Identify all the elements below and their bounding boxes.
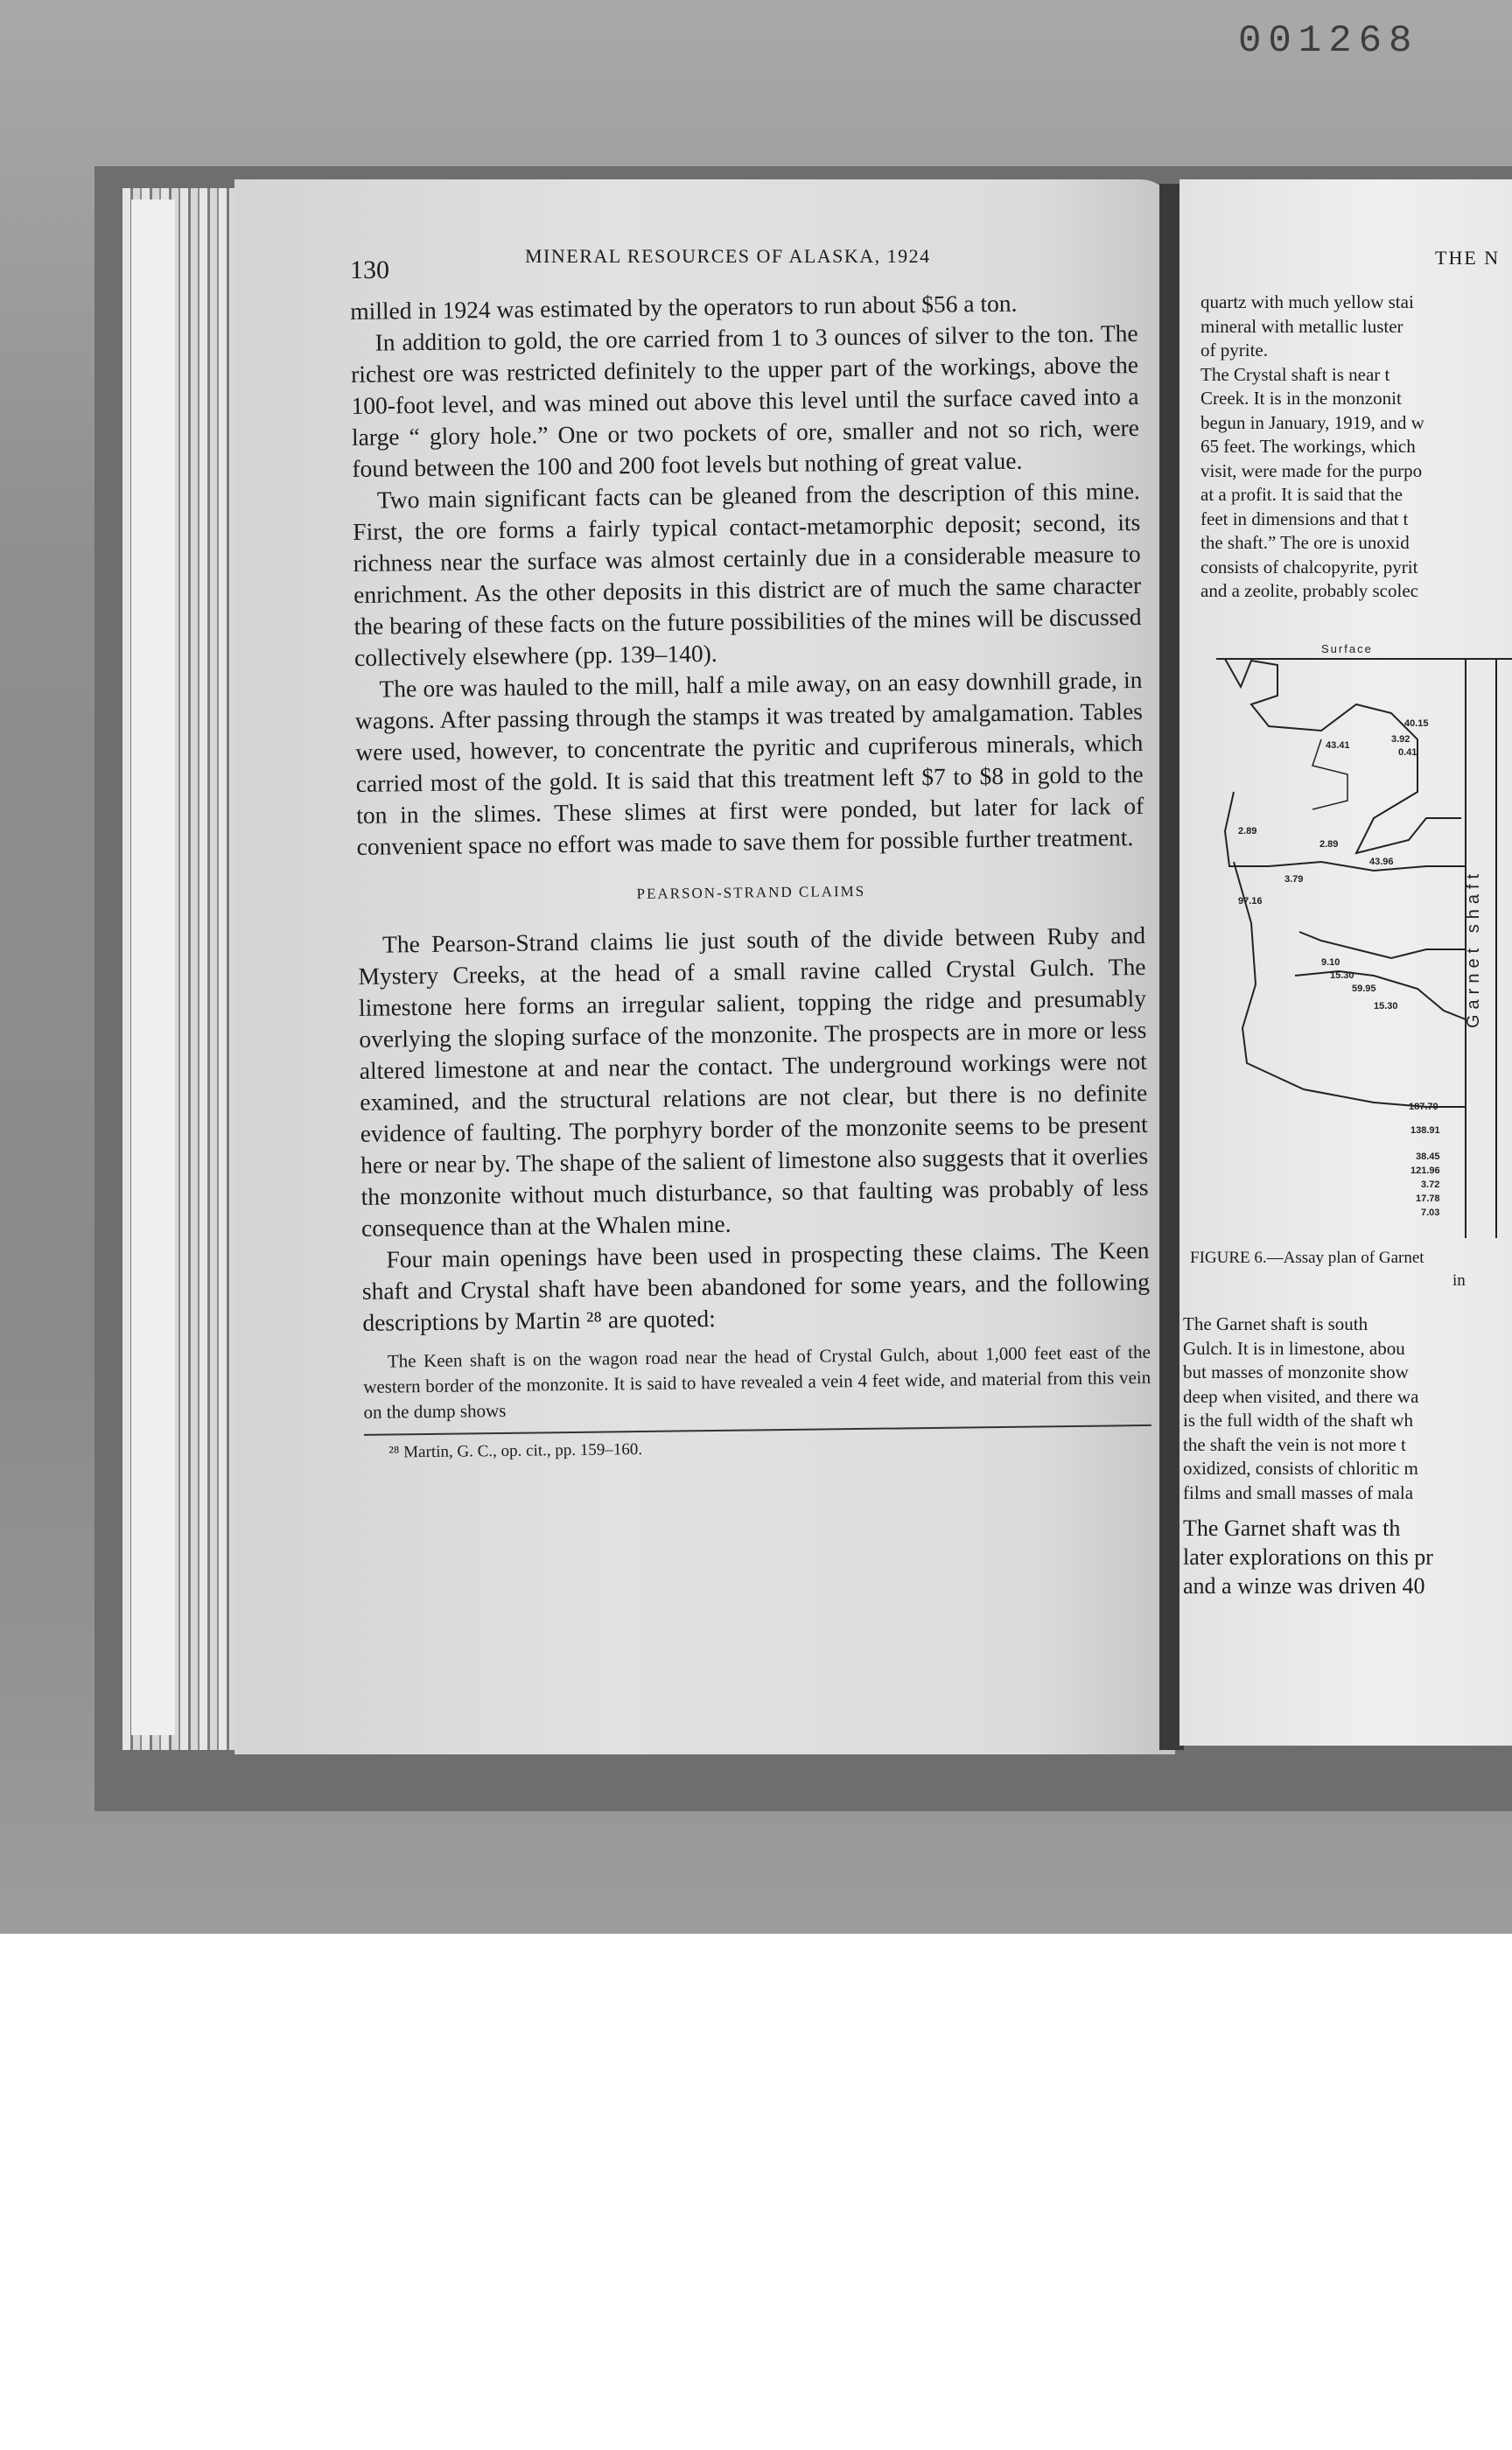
text-line: later explorations on this pr [1183,1544,1433,1570]
right-page-top-text [1200,290,1512,604]
assay-value: 138.91 [1410,1125,1440,1136]
assay-value: 17.78 [1416,1194,1440,1204]
quote-block [363,1340,1152,1425]
paragraph: The ore was hauled to the mill, half a mile away, on an easy downhill grade, in wagons. After passing through the stamps it was treated by amalgamation. Tables were used, however, to concentrate the pyritic and cupriferous minerals, which carried most of the gold. It is said that this treatment left $7 to $8 in gold to the ton in the slimes. These slimes at first were ponded, but later for lack of convenient space no effort was made to save them for possible further treatment. [354,665,1144,860]
text-line: quartz with much yellow stai [1200,291,1414,312]
quote-paragraph: The Keen shaft is on the wagon road near the head of Crystal Gulch, about 1,000 feet east of the western border of the monzonite. It is said to have revealed a vein 4 feet wide, and material from this vein on the dump shows [363,1340,1152,1423]
assay-value: 2.89 [1320,839,1339,850]
assay-value: 9.10 [1321,957,1340,968]
assay-value: 59.95 [1352,984,1376,994]
assay-value: 187.70 [1409,1102,1438,1112]
text-line: visit, were made for the purpo [1200,459,1423,481]
cover-strip [131,200,175,1735]
assay-value: 43.96 [1369,857,1394,867]
text-line: 65 feet. The workings, which [1200,436,1416,457]
assay-value: 3.79 [1284,874,1304,885]
text-line: The Crystal shaft is near t [1200,363,1390,385]
text-line: but masses of monzonite show [1183,1362,1409,1382]
assay-value: 38.45 [1416,1152,1440,1162]
assay-value: 15.30 [1330,970,1354,981]
text-line: films and small masses of mala [1183,1481,1414,1503]
workings-outline [1225,792,1466,871]
paragraph: In addition to gold, the ore carried from 1 to 3 ounces of silver to the ton. The richest ore was restricted definitely to the upper part of the workings, above the 100-foot level, and was mined out above this level until the surface caved into a large “ glory hole.” One or two pockets of ore, smaller and not so rich, were found between the 100 and 200 foot levels but nothing of great value. [350,319,1140,482]
text-line: feet in dimensions and that t [1200,508,1409,529]
text-line: begun in January, 1919, and w [1200,411,1424,433]
paragraph: The Pearson-Strand claims lie just south of the divide between Ruby and Mystery Creeks, at the head of a small ravine called Crystal Gulch. The limestone here forms an irregular salient, topping the ridge and presumably overlying the sloping surface of the monzonite. The prospects are in more or less altered limestone at and near the contact. The underground workings were not examined, and the structural relations are not clear, but there is no definite evidence of faulting. The porphyry border of the monzonite seems to be present here or near by. The shape of the salient of limestone also suggests that it overlies the monzonite without much disturbance, so that faulting was probably of less consequence than at the Whalen mine. [358,920,1149,1242]
text-line: of pyrite. [1200,340,1268,360]
assay-value: 3.92 [1391,734,1410,745]
assay-value: 43.41 [1326,740,1350,751]
footnote: ²⁸ Martin, G. C., op. cit., pp. 159–160. [388,1440,643,1462]
text-line: consists of chalcopyrite, pyrit [1200,556,1418,578]
right-page-bottom-text [1183,1312,1512,1600]
text-line: oxidized, consists of chloritic m [1183,1458,1418,1479]
caption-line: FIGURE 6.—Assay plan of Garnet [1190,1249,1424,1267]
assay-value: 2.89 [1238,826,1257,836]
page-number: 130 [350,256,389,284]
text-line: is the full width of the shaft wh [1183,1410,1414,1431]
caption-line: in [1452,1271,1466,1290]
text-line: Creek. It is in the monzonit [1200,388,1402,409]
text-line: and a winze was driven 40 [1183,1573,1425,1599]
assay-value: 7.03 [1421,1208,1440,1218]
paragraph: Four main openings have been used in prospecting these claims. The Keen shaft and Crystal shaft have been abandoned for some years, and the following descriptions by Martin ²⁸ are quoted: [361,1236,1151,1336]
assay-plan-figure [1216,643,1512,1242]
paragraph: Two main significant facts can be gleaned from the description of this mine. First, the ore forms a fairly typical contact-metamorphic deposit; second, its richness near the surface was almost certainly due in a considerable measure to enrichment. As the other deposits in this district are of much the same character the bearing of these facts on the future possibilities of the mines will be discussed collectively elsewhere (pp. 139–140). [353,476,1142,671]
paragraph: milled in 1924 was estimated by the operators to run about $56 a ton. [350,289,1018,325]
text-line: deep when visited, and there wa [1183,1385,1419,1407]
text-line: Gulch. It is in limestone, abou [1183,1337,1405,1359]
text-line: The Garnet shaft is south [1183,1313,1368,1334]
assay-value: 3.72 [1421,1180,1440,1190]
figure-caption [1190,1247,1512,1292]
text-line: and a zeolite, probably scolec [1200,580,1418,601]
workings-outline [1295,971,1466,1019]
assay-value: 0.41 [1398,747,1418,758]
assay-value: 121.96 [1410,1166,1440,1176]
text-line: The Garnet shaft was th [1183,1516,1401,1541]
assay-value: 97.16 [1238,896,1263,906]
text-line: mineral with metallic luster [1200,315,1404,337]
right-running-head: THE N [1435,247,1501,269]
workings-outline [1234,862,1466,1107]
document-stamp-number: 001268 [1238,19,1419,63]
text-line: the shaft.” The ore is unoxid [1200,532,1410,553]
workings-outline [1225,659,1461,853]
assay-value: 15.30 [1374,1001,1398,1012]
shaft-label: Garnet shaft [1464,868,1483,1028]
assay-value: 40.15 [1404,718,1429,729]
running-head: MINERAL RESOURCES OF ALASKA, 1924 [525,245,931,267]
text-line: the shaft the vein is not more t [1183,1433,1406,1455]
section-heading: PEARSON-STRAND CLAIMS [636,882,866,903]
assay-plan-drawing [1216,643,1512,1238]
text-line: at a profit. It is said that the [1200,484,1403,505]
workings-outline [1299,932,1466,958]
surface-label: Surface [1321,643,1373,655]
left-page-body [350,286,1152,1464]
